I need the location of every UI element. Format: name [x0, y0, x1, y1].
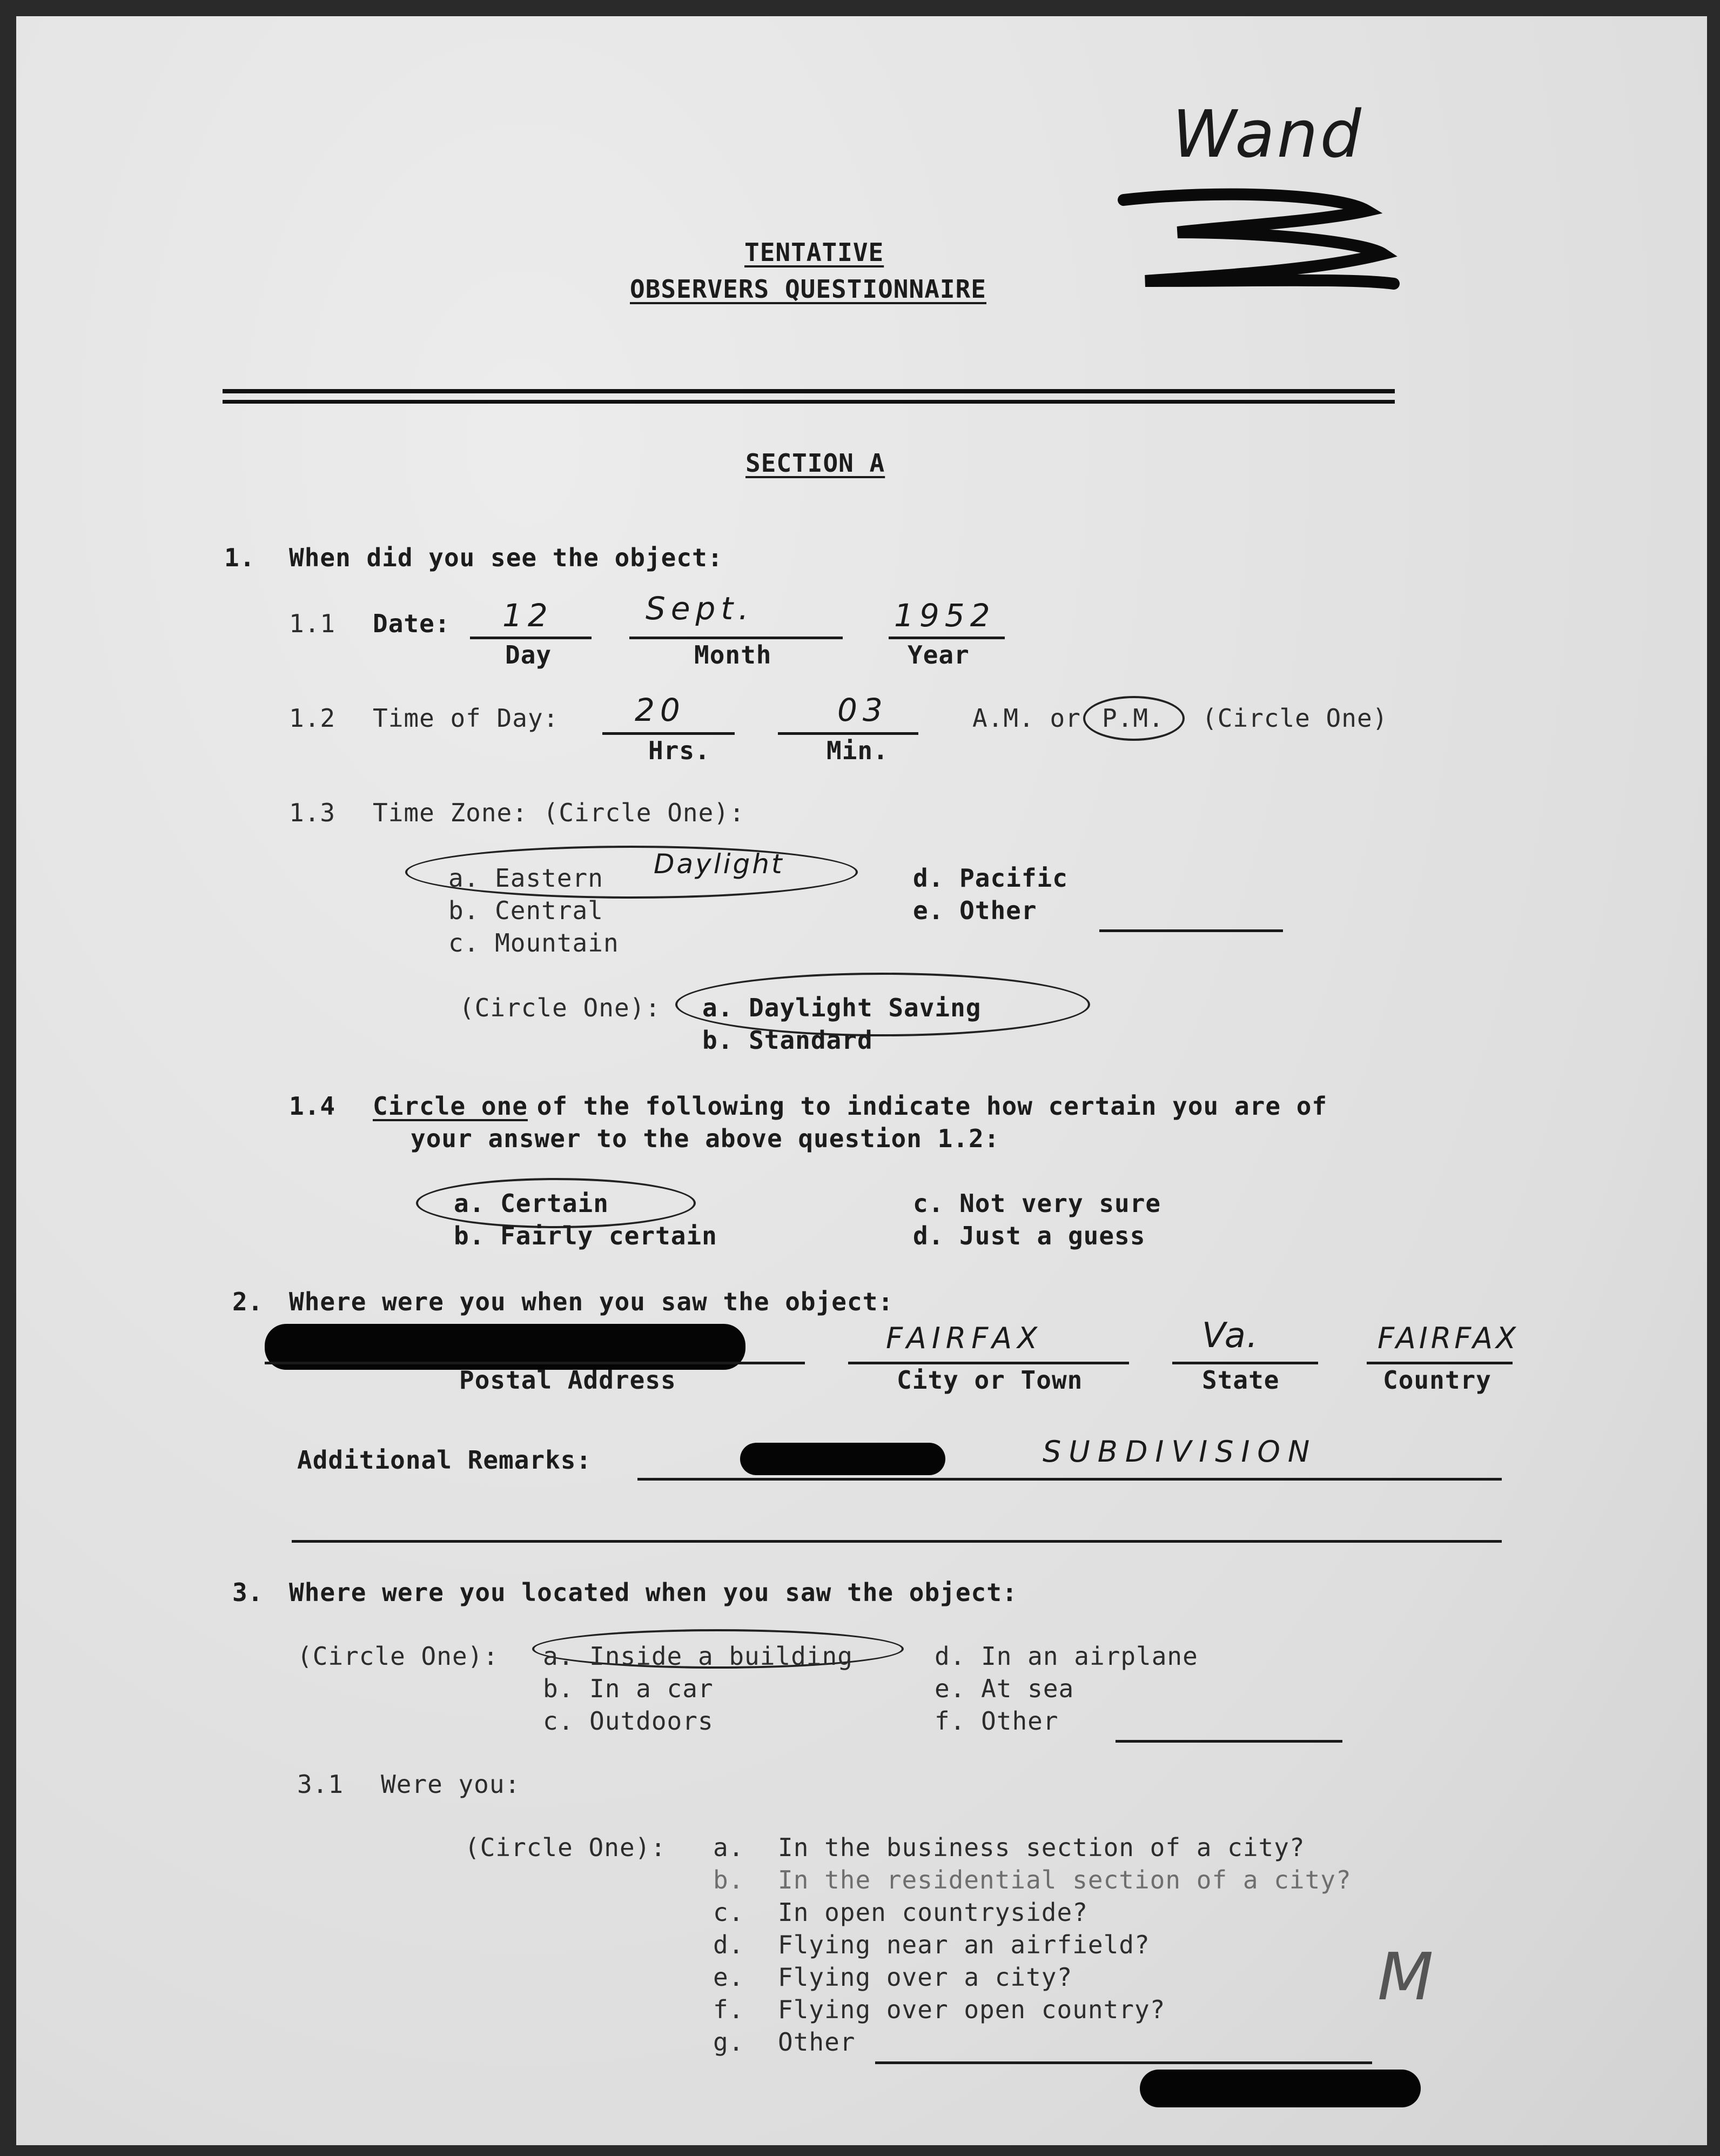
postal-line	[265, 1362, 805, 1364]
remarks-line-1	[637, 1478, 1502, 1481]
pm-text: P.M.	[1102, 704, 1164, 733]
hrs-line	[602, 732, 735, 735]
divider-top	[223, 389, 1395, 393]
q3-circle-label: (Circle One):	[297, 1642, 499, 1671]
state-caption: State	[1202, 1365, 1280, 1395]
q3-1-option: In open countryside?	[778, 1898, 1088, 1927]
certainty-line1-rest: of the following to indicate how certain you are of	[521, 1092, 1328, 1121]
q3-1-option: In the business section of a city?	[778, 1833, 1305, 1862]
zone-b: b. Central	[448, 896, 603, 925]
state-line	[1172, 1362, 1318, 1364]
remarks-value: SUBDIVISION	[1043, 1435, 1318, 1469]
zone-other-line	[1099, 929, 1283, 932]
bottom-redaction	[1140, 2070, 1421, 2107]
q3-other-line	[1116, 1740, 1342, 1743]
certainty-d: d. Just a guess	[913, 1221, 1146, 1250]
q3-1-option: Flying near an airfield?	[778, 1930, 1150, 1959]
q3-1-circle-label: (Circle One):	[465, 1833, 667, 1862]
remarks-line-2	[292, 1540, 1502, 1543]
time-min-value: 03	[837, 692, 888, 728]
q2-text: Where were you when you saw the object:	[289, 1287, 894, 1316]
q3-option-e: e. At sea	[935, 1674, 1074, 1703]
q1-2-number: 1.2	[289, 704, 336, 733]
questionnaire-page	[16, 16, 1707, 2145]
certainty-circle-one: Circle one	[373, 1092, 528, 1121]
state-value: Va.	[1202, 1316, 1259, 1356]
q3-1-letter: f.	[713, 1995, 744, 2024]
am-or-text: A.M. or	[972, 704, 1081, 733]
date-day-value: 12	[502, 597, 553, 634]
certainty-b: b. Fairly certain	[454, 1221, 717, 1250]
q3-text: Where were you located when you saw the object:	[289, 1578, 1018, 1607]
min-caption: Min.	[827, 736, 889, 765]
month-line	[629, 637, 843, 639]
divider-bottom	[223, 400, 1395, 404]
country-caption: Country	[1383, 1365, 1491, 1395]
country-line	[1367, 1362, 1513, 1364]
year-caption: Year	[908, 640, 970, 669]
zone-c: c. Mountain	[448, 928, 619, 958]
year-line	[889, 637, 1005, 639]
q3-1-option: Other	[778, 2027, 856, 2057]
q3-option-a: a. Inside a building	[543, 1642, 853, 1671]
zone-e: e. Other	[913, 896, 1037, 925]
hrs-caption: Hrs.	[648, 736, 710, 765]
q3-1-letter: e.	[713, 1963, 744, 1992]
q3-1-option: Flying over open country?	[778, 1995, 1166, 2024]
country-value: FAIRFAX	[1378, 1321, 1520, 1355]
zone-a-handwritten: Daylight	[654, 848, 784, 880]
zone-a: a. Eastern	[448, 863, 603, 893]
date-year-value: 1952	[894, 597, 996, 634]
remarks-redaction	[740, 1443, 945, 1475]
time-circle-one: (Circle One)	[1202, 704, 1388, 733]
pm-circle	[1083, 696, 1185, 741]
scribble-mark	[1113, 178, 1415, 303]
q3-option-f: f. Other	[935, 1706, 1059, 1736]
q3-1-text: Were you:	[381, 1770, 521, 1799]
q3-1-number: 3.1	[297, 1770, 344, 1799]
date-label: Date:	[373, 609, 451, 638]
q1-text: When did you see the object:	[289, 543, 723, 572]
time-hrs-value: 20	[635, 692, 686, 728]
zone-d: d. Pacific	[913, 863, 1068, 893]
day-caption: Day	[505, 640, 552, 669]
q1-3-number: 1.3	[289, 798, 336, 827]
section-heading: SECTION A	[745, 448, 885, 478]
date-month-value: Sept.	[646, 590, 754, 627]
min-line	[778, 732, 918, 735]
q3-option-d: d. In an airplane	[935, 1642, 1198, 1671]
zone-label: Time Zone: (Circle One):	[373, 798, 745, 827]
margin-scrawl: M	[1378, 1940, 1439, 2015]
q1-1-number: 1.1	[289, 609, 336, 638]
saving-circle-label: (Circle One):	[459, 993, 661, 1022]
certainty-a: a. Certain	[454, 1189, 609, 1218]
q3-1-other-line	[875, 2061, 1372, 2064]
q3-1-option: In the residential section of a city?	[778, 1865, 1352, 1894]
q3-1-letter: g.	[713, 2027, 744, 2057]
q3-1-letter: d.	[713, 1930, 744, 1959]
certainty-c: c. Not very sure	[913, 1189, 1161, 1218]
postal-caption: Postal Address	[459, 1365, 676, 1395]
daylight-saving-option: a. Daylight Saving	[702, 993, 982, 1022]
title-line-1: TENTATIVE	[744, 238, 884, 267]
time-label: Time of Day:	[373, 704, 559, 733]
q3-1-letter: c.	[713, 1898, 744, 1927]
q3-option-b: b. In a car	[543, 1674, 714, 1703]
q3-1-letter: a.	[713, 1833, 744, 1862]
q3-option-c: c. Outdoors	[543, 1706, 714, 1736]
q3-number: 3.	[232, 1578, 264, 1607]
remarks-label: Additional Remarks:	[297, 1445, 592, 1475]
city-value: FAIRFAX	[886, 1321, 1043, 1355]
city-caption: City or Town	[897, 1365, 1083, 1395]
standard-option: b. Standard	[702, 1026, 873, 1055]
q2-number: 2.	[232, 1287, 264, 1316]
city-line	[848, 1362, 1129, 1364]
q1-4-number: 1.4	[289, 1092, 336, 1121]
certainty-line2: your answer to the above question 1.2:	[411, 1124, 1000, 1153]
title-line-2: OBSERVERS QUESTIONNAIRE	[630, 274, 986, 304]
q3-1-letter: b.	[713, 1865, 744, 1894]
q1-number: 1.	[224, 543, 256, 572]
day-line	[470, 637, 592, 639]
q3-1-option: Flying over a city?	[778, 1963, 1073, 1992]
handwritten-corner-mark: Wand	[1172, 97, 1363, 172]
month-caption: Month	[694, 640, 772, 669]
